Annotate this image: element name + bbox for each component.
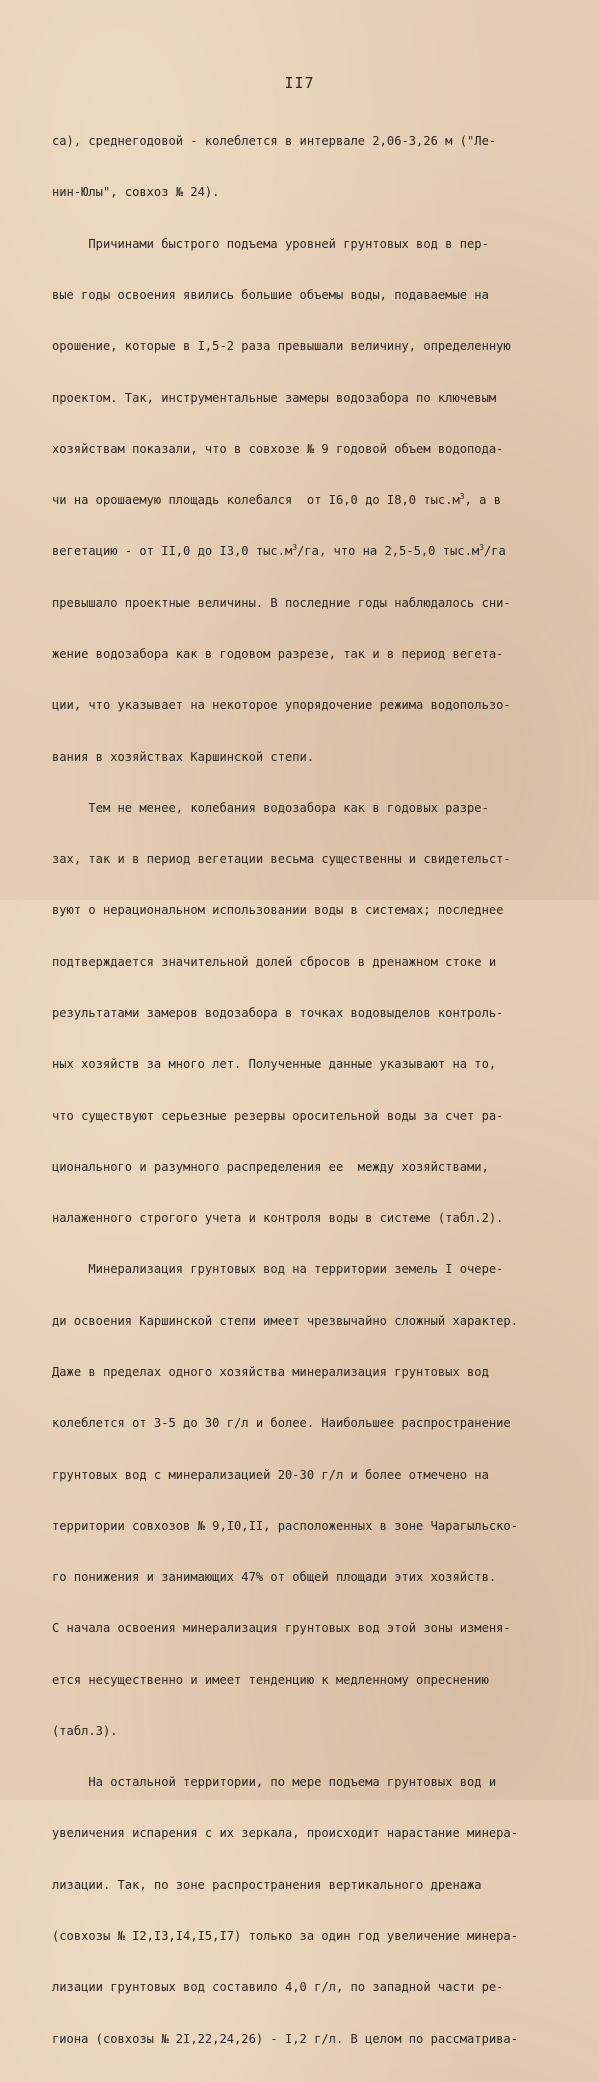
text-line: вуют о нерациональном использовании воды в системах; последнее: [52, 903, 504, 918]
text-line: го понижения и занимающих 47% от общей площади этих хозяйств.: [52, 1570, 497, 1585]
superscript: 3: [479, 543, 484, 553]
text-line: Минерализация грунтовых вод на территории земель I очере-: [52, 1262, 504, 1277]
text-line: территории совхозов № 9,I0,II, расположенных в зоне Чарагыльско-: [52, 1518, 518, 1533]
text-line: ди освоения Каршинской степи имеет чрезвычайно сложный характер.: [52, 1313, 518, 1328]
text-line: Тем не менее, колебания водозабора как в годовых разре-: [52, 800, 489, 815]
text-line: лизации. Так, по зоне распространения вертикального дренажа: [52, 1877, 482, 1892]
text-fragment: /га: [483, 544, 506, 559]
text-line: ции, что указывает на некоторое упорядочение режима водопользо-: [52, 698, 511, 713]
text-line: вые годы освоения явились большие объемы воды, подаваемые на: [52, 288, 489, 303]
text-line: гиона (совхозы № 2I,22,24,26) - I,2 г/л. В целом по рассматрива-: [52, 2031, 518, 2046]
text-line: [52, 543, 562, 560]
text-line: проектом. Так, инструментальные замеры водозабора по ключевым: [52, 390, 497, 405]
text-line: результатами замеров водозабора в точках водовыделов контроль-: [52, 1005, 504, 1020]
page-number: II7: [284, 74, 315, 92]
text-line: налаженного строгого учета и контроля воды в системе (табл.2).: [52, 1211, 504, 1226]
text-line: ется несущественно и имеет тенденцию к медленному опреснению: [52, 1672, 489, 1687]
text-line: (совхозы № I2,I3,I4,I5,I7) только за один год увеличение минера-: [52, 1929, 518, 1944]
text-line: са), среднегодовой - колеблется в интервале 2,06-3,26 м ("Ле-: [52, 134, 497, 149]
text-line: ционального и разумного распределения ее между хозяйствами,: [52, 1159, 489, 1174]
body-text: [52, 99, 562, 2082]
text-line: Даже в пределах одного хозяйства минерализация грунтовых вод: [52, 1364, 489, 1379]
text-line: [52, 492, 562, 509]
text-line: С начала освоения минерализация грунтовых вод этой зоны изменя-: [52, 1621, 511, 1636]
text-fragment: , а в: [464, 493, 501, 508]
text-line: подтверждается значительной долей сбросов в дренажном стоке и: [52, 954, 497, 969]
text-line: (табл.3).: [52, 1723, 118, 1738]
text-line: превышало проектные величины. В последние годы наблюдалось сни-: [52, 595, 511, 610]
text-line: вания в хозяйствах Каршинской степи.: [52, 749, 315, 764]
text-line: колеблется от 3-5 до 30 г/л и более. Наибольшее распространение: [52, 1416, 511, 1431]
text-fragment: вегетацию - от II,0 до I3,0 тыс.м: [52, 544, 293, 559]
superscript: 3: [459, 492, 465, 502]
superscript: 3: [292, 543, 298, 553]
text-line: грунтовых вод с минерализацией 20-30 г/л и более отмечено на: [52, 1467, 489, 1482]
text-line: нин-Юлы", совхоз № 24).: [52, 185, 220, 200]
text-line: что существуют серьезные резервы оросительной воды за счет ра-: [52, 1108, 504, 1123]
text-fragment: /га, что на 2,5-5,0 тыс.м: [297, 544, 480, 559]
text-line: зах, так и в период вегетации весьма существенны и свидетельст-: [52, 852, 511, 867]
text-line: орошение, которые в I,5-2 раза превышали величину, определенную: [52, 339, 511, 354]
text-fragment: чи на орошаемую площадь колебался от I6,0 до I8,0 тыс.м: [52, 493, 460, 508]
text-line: ных хозяйств за много лет. Полученные данные указывают на то,: [52, 1057, 497, 1072]
text-line: лизации грунтовых вод составило 4,0 г/л, по западной части ре-: [52, 1980, 504, 1995]
text-line: хозяйствам показали, что в совхозе № 9 годовой объем водопода-: [52, 441, 504, 456]
text-line: На остальной территории, по мере подъема грунтовых вод и: [52, 1775, 497, 1790]
text-line: Причинами быстрого подъема уровней грунтовых вод в пер-: [52, 236, 489, 251]
text-line: жение водозабора как в годовом разрезе, так и в период вегета-: [52, 647, 504, 661]
text-line: увеличения испарения с их зеркала, происходит нарастание минера-: [52, 1826, 518, 1841]
